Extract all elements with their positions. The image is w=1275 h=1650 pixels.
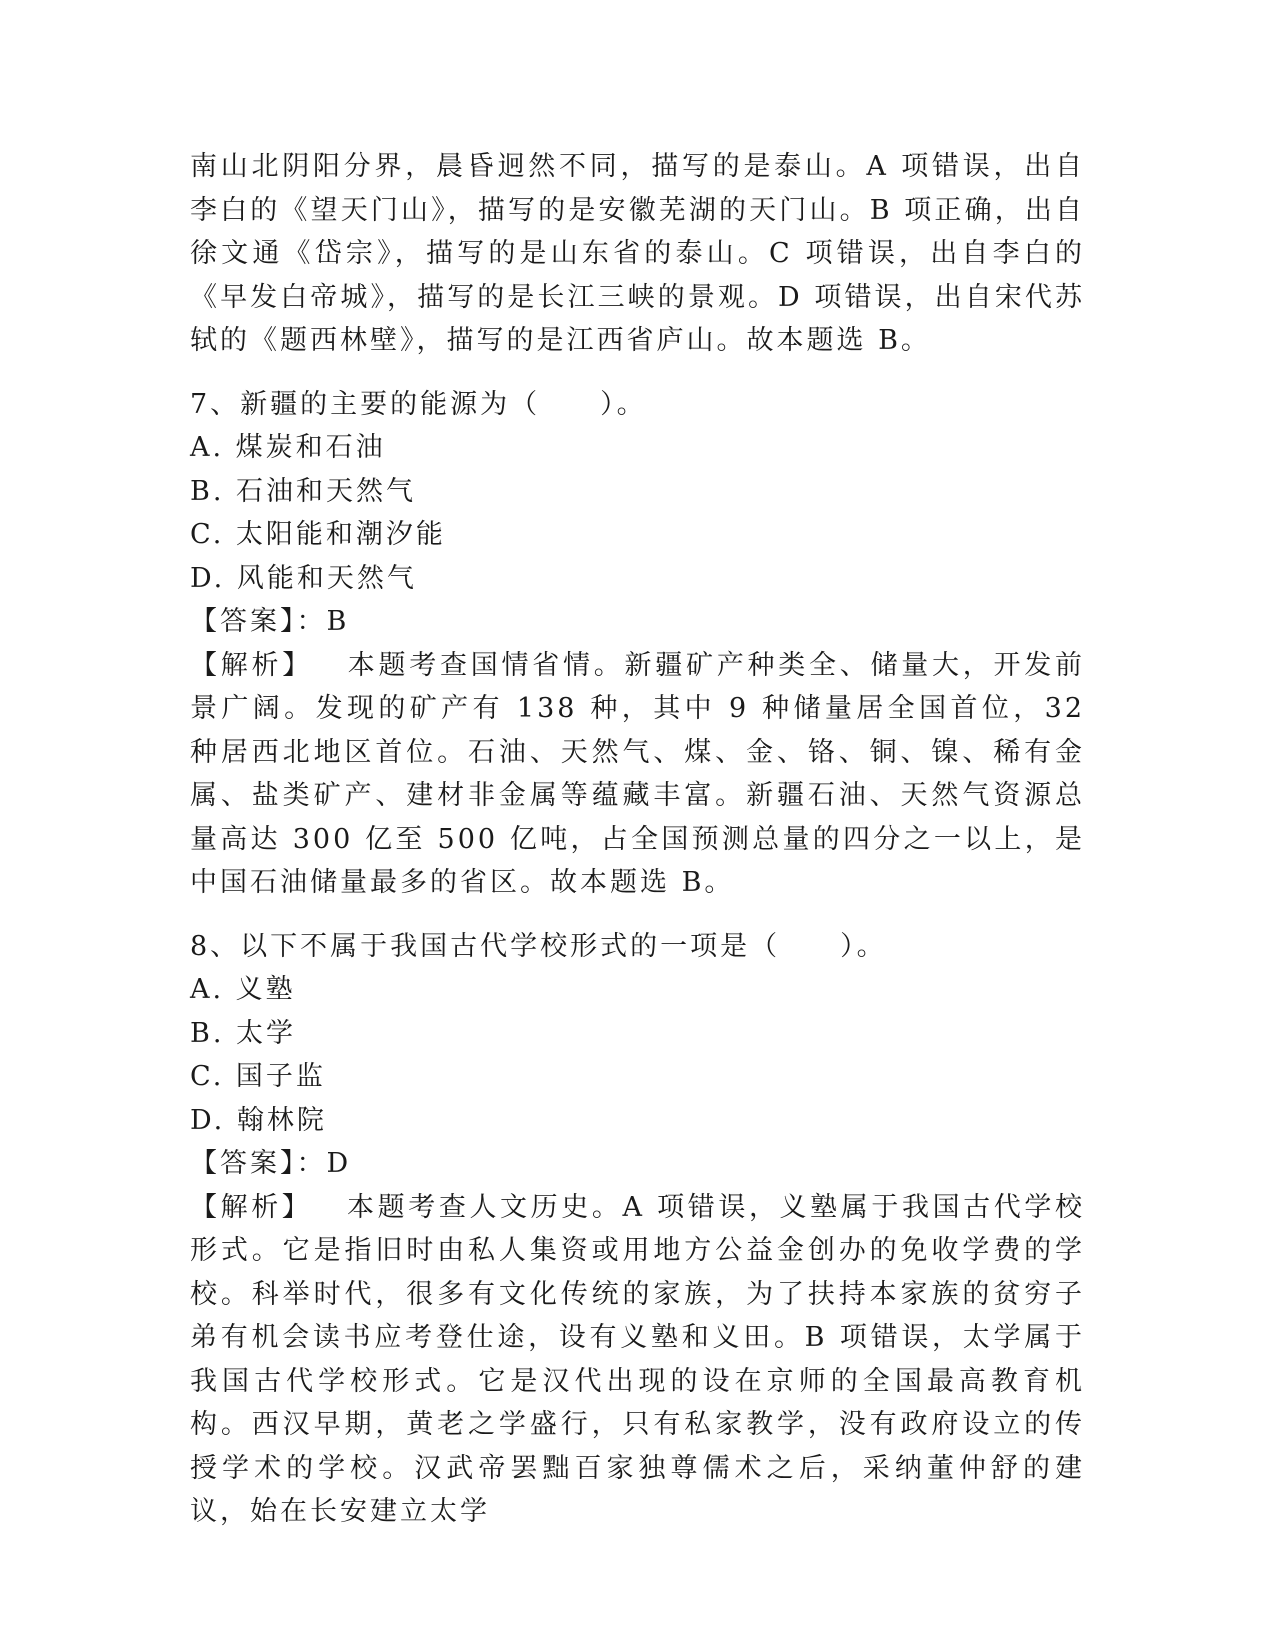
answer-label: 【答案】： [190, 606, 327, 637]
option-b: B. 石油和天然气 [190, 475, 417, 507]
option-d: D. 风能和天然气 [190, 562, 417, 594]
option-b: B. 太学 [190, 1017, 297, 1049]
analysis-paragraph [190, 644, 1085, 905]
analysis-paragraph [190, 1186, 1085, 1534]
option-d: D. 翰林院 [190, 1104, 327, 1136]
question-stem: 7、新疆的主要的能源为（ ）。 [190, 388, 647, 420]
option-a: A. 义塾 [190, 974, 296, 1005]
answer-value: D [326, 1148, 352, 1179]
intro-paragraph: 南山北阴阳分界，晨昏迥然不同，描写的是泰山。A 项错误，出自李白的《望天门山》，描写的是安徽芜湖的天门山。B 项正确，出自徐文通《岱宗》，描写的是山东省的泰山。C 项错误，出自李白的《早发白帝城》，描写的是长江三峡的景观。D 项错误，出自宋代苏轼的《题西林壁》，描写的是江西省庐山。故本题选 B。 [190, 151, 1085, 356]
answer-label: 【答案】： [190, 1148, 327, 1179]
answer-value: B [326, 606, 350, 637]
answer-line [190, 600, 1085, 644]
analysis-text: 本题考查国情省情。新疆矿产种类全、储量大，开发前景广阔。发现的矿产有 138 种，其中 9 种储量居全国首位，32 种居西北地区首位。石油、天然气、煤、金、铬、铜、镍、稀有金属、盐类矿产、建材非金属等蕴藏丰富。新疆石油、天然气资源总量高达 300 亿至 500 亿吨，占全国预测总量的四分之一以上，是中国石油储量最多的省区。故本题选 B。 [190, 649, 1085, 898]
document-page [190, 145, 1085, 1554]
question-stem: 8、以下不属于我国古代学校形式的一项是（ ）。 [190, 930, 887, 962]
option-c: C. 国子监 [190, 1061, 326, 1092]
option-a: A. 煤炭和石油 [190, 432, 386, 463]
question-7 [190, 383, 1085, 905]
answer-line [190, 1142, 1085, 1186]
analysis-label: 【解析】 [190, 649, 313, 681]
analysis-label: 【解析】 [190, 1191, 313, 1223]
question-8 [190, 925, 1085, 1534]
analysis-text: 本题考查人文历史。A 项错误，义塾属于我国古代学校形式。它是指旧时由私人集资或用地方公益金创办的免收学费的学校。科举时代，很多有文化传统的家族，为了扶持本家族的贫穷子弟有机会读书应考登仕途，设有义塾和义田。B 项错误，太学属于我国古代学校形式。它是汉代出现的设在京师的全国最高教育机构。西汉早期，黄老之学盛行，只有私家教学，没有政府设立的传授学术的学校。汉武帝罢黜百家独尊儒术之后，采纳董仲舒的建议，始在长安建立太学 [190, 1191, 1085, 1527]
option-c: C. 太阳能和潮汐能 [190, 519, 446, 550]
intro-explanation [190, 145, 1085, 363]
